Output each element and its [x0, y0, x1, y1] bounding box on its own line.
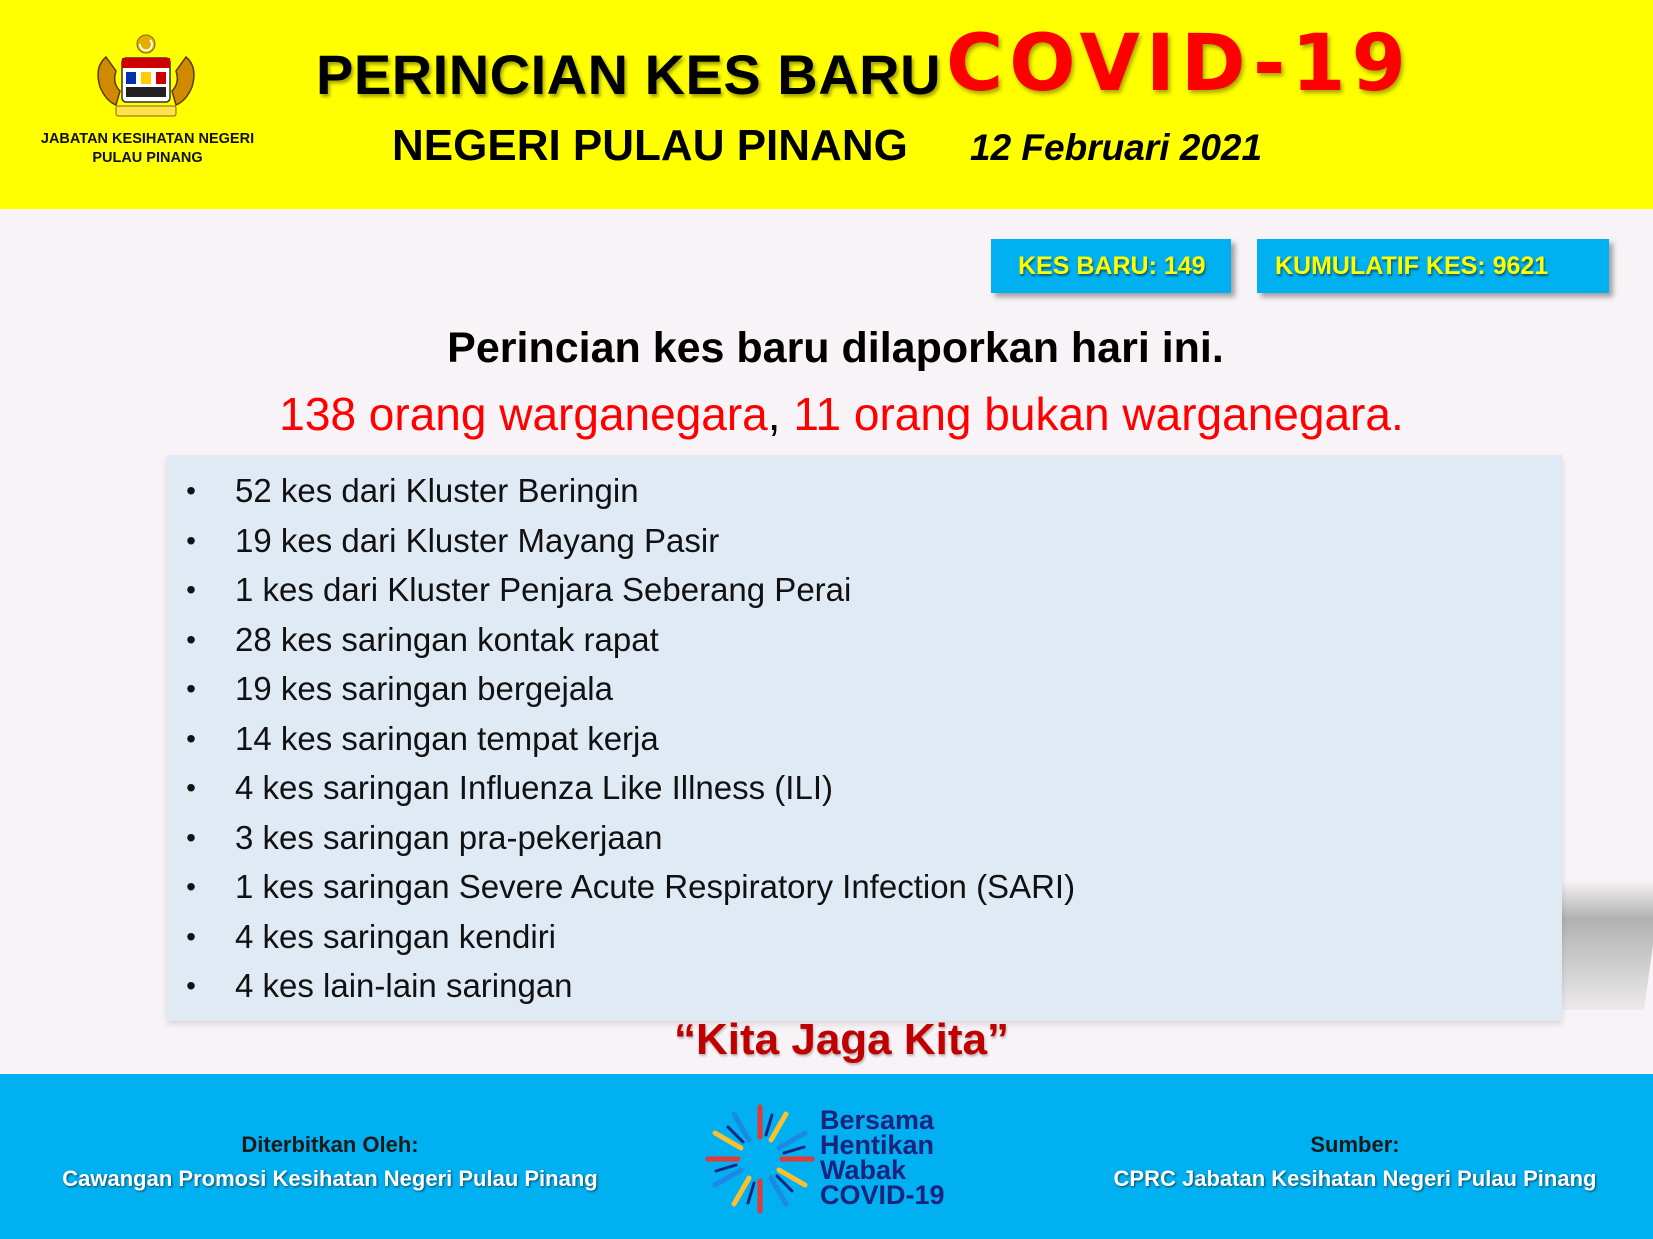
- list-item: [167, 565, 1562, 615]
- separator: ,: [767, 388, 781, 440]
- list-item: [167, 714, 1562, 764]
- page-title: PERINCIAN KES BARU: [316, 43, 942, 106]
- bullet-icon: •: [186, 524, 196, 556]
- list-item-text: 19 kes dari Kluster Mayang Pasir: [235, 521, 720, 559]
- list-item-text: 1 kes saringan Severe Acute Respiratory Infection (SARI): [235, 868, 1076, 905]
- slogan: “Kita Jaga Kita”: [674, 1015, 1009, 1064]
- bullet-icon: •: [186, 574, 196, 605]
- bullet-icon: •: [186, 871, 196, 902]
- list-item: [167, 862, 1562, 912]
- list-item: [167, 813, 1562, 863]
- list-item: [167, 912, 1562, 962]
- publisher-label: Diterbitkan Oleh:: [241, 1132, 419, 1157]
- list-item: [167, 763, 1562, 813]
- campaign-logo-text: [820, 1105, 945, 1210]
- list-item: [167, 664, 1562, 714]
- bullet-icon: •: [186, 623, 196, 655]
- department-name: [20, 130, 275, 168]
- list-item-text: 52 kes dari Kluster Beringin: [235, 472, 639, 509]
- new-cases-badge: KES BARU: 149: [991, 239, 1231, 293]
- list-item: [167, 961, 1562, 1011]
- source-label: Sumber:: [1310, 1132, 1400, 1157]
- header-banner: [0, 0, 1653, 209]
- department-line-1: JABATAN KESIHATAN NEGERI: [40, 131, 255, 147]
- state-name: NEGERI PULAU PINANG: [392, 121, 908, 170]
- case-list: [167, 455, 1562, 1011]
- citizenship-breakdown: [0, 385, 1653, 443]
- department-line-2: PULAU PINANG: [92, 150, 203, 166]
- footer: [0, 1074, 1653, 1239]
- campaign-line-3: Wabak: [820, 1155, 907, 1185]
- coat-of-arms-icon: [86, 32, 206, 122]
- publisher-name: Cawangan Promosi Kesihatan Negeri Pulau Pinang: [62, 1166, 598, 1191]
- sentence-end: .: [1390, 388, 1404, 440]
- bullet-icon: •: [186, 772, 196, 803]
- list-item-text: 14 kes saringan tempat kerja: [235, 719, 659, 757]
- list-item-text: 4 kes saringan Influenza Like Illness (ILI): [235, 769, 833, 806]
- cumulative-cases-badge: KUMULATIF KES: 9621: [1257, 239, 1609, 293]
- list-item: [167, 466, 1562, 516]
- list-item-text: 4 kes lain-lain saringan: [235, 967, 573, 1004]
- bullet-icon: •: [186, 673, 196, 704]
- bullet-icon: •: [186, 920, 196, 952]
- case-details-panel: [167, 455, 1562, 1021]
- publisher-block: [0, 1128, 660, 1196]
- campaign-line-4: COVID-19: [820, 1180, 945, 1210]
- bullet-icon: •: [186, 821, 196, 853]
- list-item-text: 1 kes dari Kluster Penjara Seberang Perai: [235, 571, 852, 608]
- list-item-text: 3 kes saringan pra-pekerjaan: [235, 818, 663, 856]
- non-citizens-count: 11 orang bukan warganegara: [780, 388, 1391, 440]
- campaign-line-2: Hentikan: [820, 1130, 935, 1160]
- campaign-line-1: Bersama: [820, 1105, 935, 1135]
- list-item: [167, 516, 1562, 566]
- summary-heading: Perincian kes baru dilaporkan hari ini.: [447, 324, 1224, 372]
- report-date: 12 Februari 2021: [970, 127, 1263, 168]
- list-item: [167, 615, 1562, 665]
- covid-title: COVID-19: [946, 19, 1412, 109]
- list-item-text: 19 kes saringan bergejala: [235, 670, 613, 707]
- citizens-count: 138 orang warganegara: [279, 388, 768, 440]
- bullet-icon: •: [186, 970, 196, 1001]
- campaign-burst-icon: [700, 1099, 820, 1219]
- list-item-text: 4 kes saringan kendiri: [235, 917, 557, 955]
- bullet-icon: •: [186, 475, 196, 506]
- source-name: CPRC Jabatan Kesihatan Negeri Pulau Pinang: [1113, 1166, 1597, 1191]
- source-block: [1085, 1128, 1625, 1196]
- list-item-text: 28 kes saringan kontak rapat: [235, 620, 659, 658]
- bullet-icon: •: [186, 722, 196, 754]
